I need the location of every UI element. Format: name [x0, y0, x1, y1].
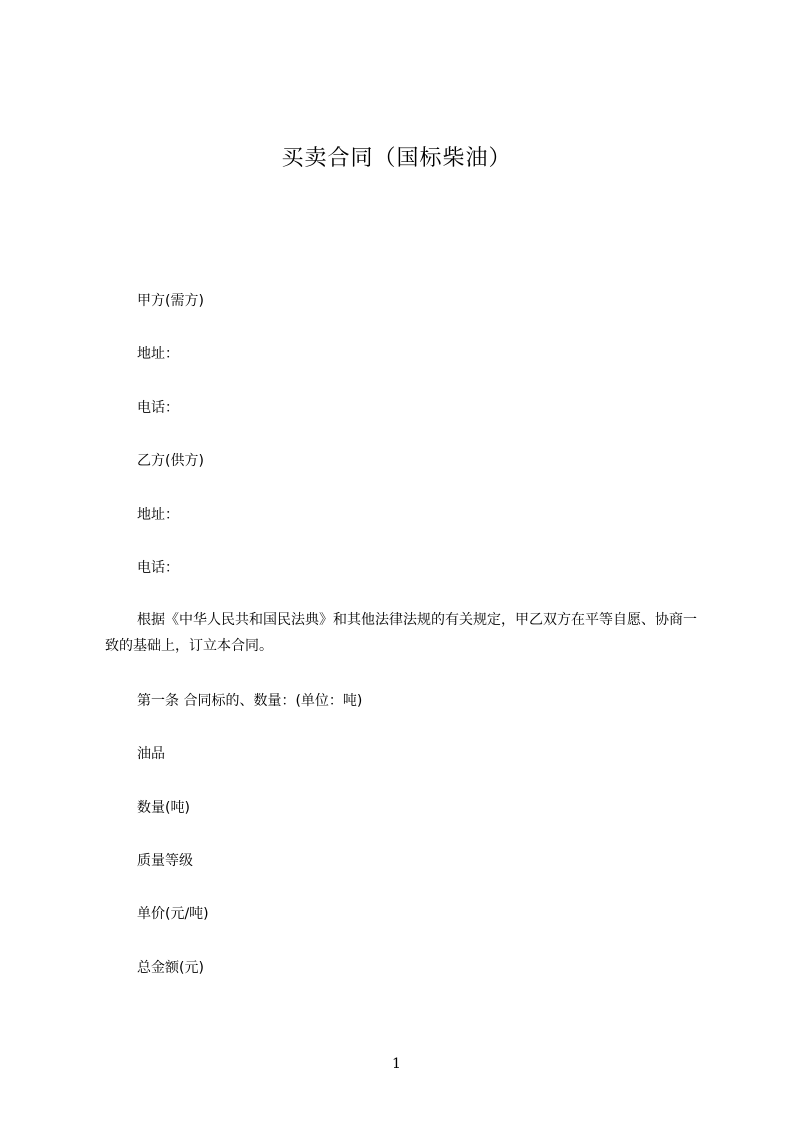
item-oil-product: 油品: [137, 746, 165, 762]
party-a-phone: 电话：: [137, 400, 179, 416]
preamble-paragraph: 根据《中华人民共和国民法典》和其他法律法规的有关规定，甲乙双方在平等自愿、协商一致的基础上，订立本合同。: [105, 612, 697, 654]
article-1-heading: 第一条 合同标的、数量：(单位：吨): [137, 693, 363, 709]
page-number: 1: [392, 1056, 401, 1072]
party-a-address: 地址：: [137, 346, 179, 362]
party-b-address: 地址：: [137, 507, 179, 523]
document-title: 买卖合同（国标柴油）: [281, 146, 512, 171]
item-quality-grade: 质量等级: [137, 853, 193, 869]
party-b-phone: 电话：: [137, 560, 179, 576]
item-total-amount: 总金额(元): [137, 960, 204, 976]
item-quantity: 数量(吨): [137, 800, 190, 816]
party-b-label: 乙方(供方): [137, 453, 204, 469]
party-a-label: 甲方(需方): [137, 293, 204, 309]
item-unit-price: 单价(元/吨): [137, 906, 209, 922]
